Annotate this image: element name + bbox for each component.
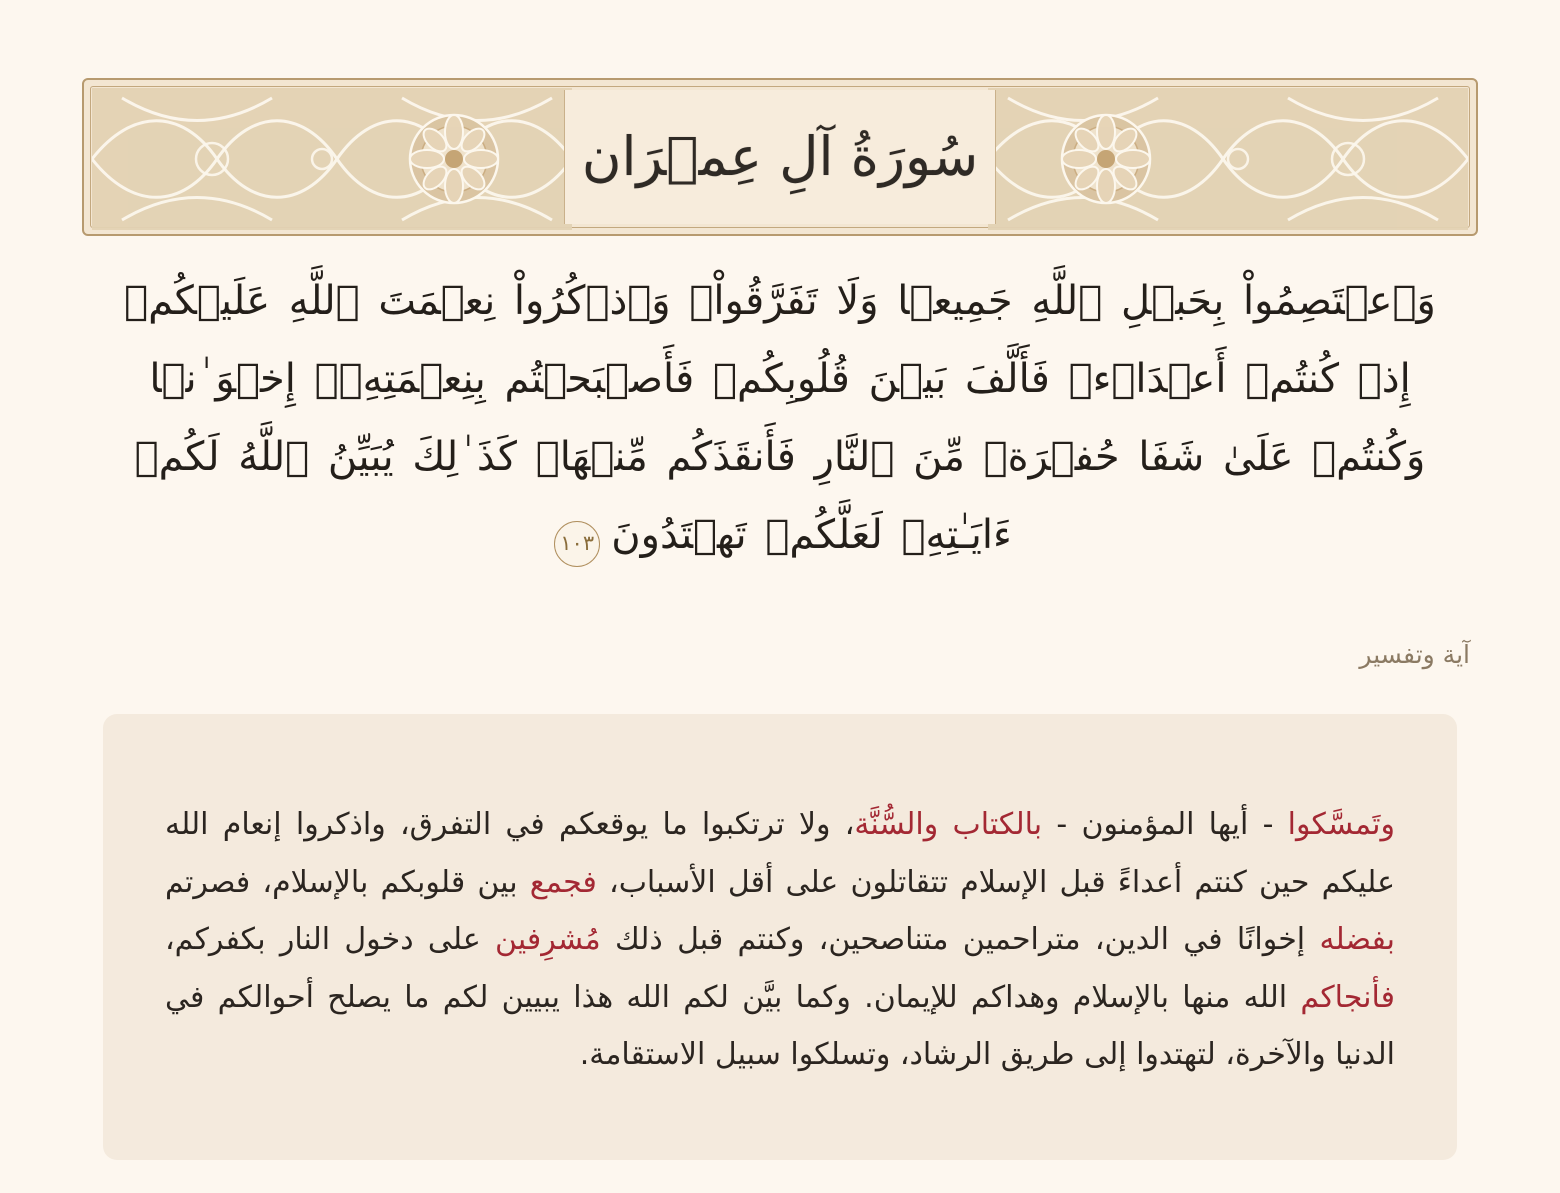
tafsir-text	[165, 796, 1395, 1084]
ayah-block	[90, 262, 1470, 574]
ornament-right	[988, 88, 1468, 226]
tafsir-highlight: مُشرِفين	[495, 922, 601, 958]
ornament-left	[92, 88, 572, 226]
tafsir-highlight: بفضله	[1319, 922, 1395, 958]
section-label: آية وتفسير	[1359, 640, 1470, 669]
ayah-text: وَٱعۡتَصِمُواْ بِحَبۡلِ ٱللَّهِ جَمِيعࣰا وَلَا تَفَرَّقُواْۚ وَٱذۡكُرُواْ نِعۡمَتَ ٱللَّهِ عَلَيۡكُمۡ إِذۡ كُنتُمۡ أَعۡدَاۤءࣰ فَأَلَّفَ بَيۡنَ قُلُوبِكُمۡ فَأَصۡبَحۡتُم بِنِعۡمَتِهِۦۤ إِخۡوَ ٰنࣰا وَكُنتُمۡ عَلَىٰ شَفَا حُفۡرَةࣲ مِّنَ ٱلنَّارِ فَأَنقَذَكُم مِّنۡهَاۗ كَذَ ٰلِكَ يُبَيِّنُ ٱللَّهُ لَكُمۡ ءَايَـٰتِهِۦ لَعَلَّكُمۡ تَهۡتَدُونَ	[124, 278, 1436, 558]
surah-title-plate	[564, 90, 996, 224]
tafsir-box	[103, 714, 1457, 1160]
tafsir-highlight: فأنجاكم	[1300, 979, 1395, 1015]
tafsir-segment: ، ولا ترتكبوا ما يوقعكم في التفرق، واذكروا إنعام الله عليكم حين كنتم أعداءً قبل الإسلام تتقاتلون على أقل الأسباب،	[165, 807, 1395, 900]
tafsir-segment: الله منها بالإسلام وهداكم للإيمان. وكما بيَّن لكم الله هذا يبيين لكم ما يصلح أحوالكم في الدنيا والآخرة، لتهتدوا إلى طريق الرشاد، وتسلكوا سبيل الاستقامة.	[165, 979, 1395, 1073]
tafsir-highlight: وتَمسَّكوا	[1287, 807, 1395, 842]
tafsir-highlight: بالكتاب والسُّنَّة	[854, 807, 1043, 842]
tafsir-highlight: فجمع	[529, 864, 597, 900]
tafsir-segment: - أيها المؤمنون -	[1042, 807, 1288, 842]
tafsir-segment: على دخول النار بكفركم،	[165, 922, 496, 958]
tafsir-segment: إخوانًا في الدين، متراحمين متناصحين، وكنتم قبل ذلك	[600, 922, 1320, 958]
surah-title: سُورَةُ آلِ عِمۡرَان	[581, 125, 979, 188]
ayah-number-badge: ١٠٣	[554, 521, 600, 567]
surah-header-banner	[82, 78, 1478, 236]
tafsir-segment: بين قلوبكم بالإسلام، فصرتم	[165, 864, 530, 900]
